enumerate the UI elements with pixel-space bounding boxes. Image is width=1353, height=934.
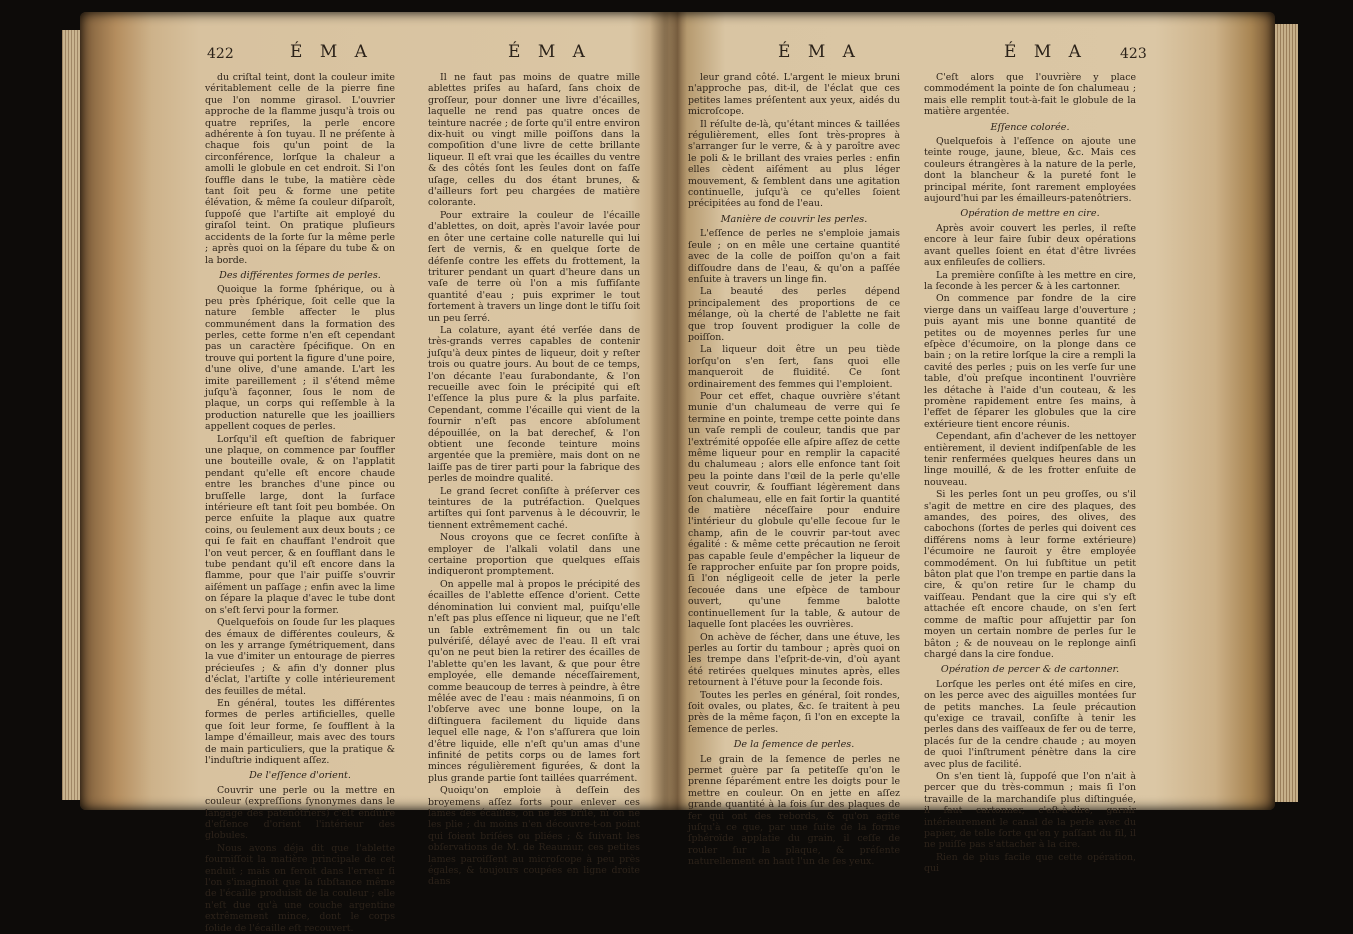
- paragraph: Cependant, afin d'achever de les nettoyer entièrement, il devient indiſpenſable de les tenir renfermées quelques heures dans un linge mouillé, & de les frotter enſuite de nouveau.: [924, 431, 1136, 488]
- paragraph: Quoique la forme ſphérique, ou à peu près ſphérique, ſoit celle que la nature ſemble affecter le plus communément dans la formation des perles, cette forme n'en eſt cependant pas un caractère ſpécifique. On en trouve qui portent la figure d'une poire, d'une olive, d'une amande. L'art les imite pareillement ; il s'étend même juſqu'à façonner, ſous le nom de plaque, un corps qui reſſemble à la production naturelle que les joailliers appellent coques de perles.: [205, 284, 395, 433]
- paragraph: L'eſſence de perles ne s'emploie jamais ſeule ; on en mêle une certaine quantité avec de la colle de poiſſon qu'on a fait diſſoudre dans de l'eau, & qu'on a paſſée enſuite à travers un linge fin.: [688, 228, 900, 285]
- paragraph: Couvrir une perle ou la mettre en couleur (expreſſions ſynonymes dans le langage des patenôtriers) c'eſt enduire d'eſſence d'orient l'intérieur des globules.: [205, 784, 395, 842]
- section-heading: Des différentes formes de perles.: [219, 269, 381, 281]
- right-page-number: 423: [1120, 46, 1147, 62]
- right-page-column-1: [688, 72, 900, 868]
- left-page-column-1: [205, 72, 395, 934]
- paragraph: Quoiqu'on emploie à deſſein des broyemens aſſez forts pour enlever ces lames des écailles, on ne les briſe, ni on ne les plie ; du moins n'en découvre-t-on point qui ſoient briſées ou pliées ; & ſuivant les obſervations de M. de Reaumur, ces petites lames paroiſſent au microſcope à peu près égales, & toujours coupées en ligne droite dans: [428, 785, 640, 888]
- section-heading: Manière de couvrir les perles.: [720, 213, 868, 225]
- paragraph: La beauté des perles dépend principalement des proportions de ce mélange, où la cherté de l'ablette ne fait que trop ſouvent prodiguer la colle de poiſſon.: [688, 286, 900, 343]
- paragraph: Nous avons déja dit que l'ablette fourniſſoit la matière principale de cet enduit ; mais on feroit dans l'erreur ſi l'on s'imaginoit que la ſubſtance même de l'écaille produisît de la couleur ; elle n'eſt due qu'à une couche argentine extrêmement mince, dont le corps ſolide de l'écaille eſt recouvert.: [205, 842, 395, 934]
- paragraph: Pour extraire la couleur de l'écaille d'ablettes, on doit, après l'avoir lavée pour en ôter une certaine colle naturelle qui lui ſert de vernis, & en quelque ſorte de défenſe contre les effets du frottement, la triturer pendant un quart d'heure dans un vaſe de terre où l'on a mis ſuffiſante quantité d'eau ; puis exprimer le tout fortement à travers un linge dont le tiſſu ſoit un peu ſerré.: [428, 209, 640, 324]
- paragraph: Nous croyons que ce ſecret conſiſte à employer de l'alkali volatil dans une certaine proportion que quelques eſſais indiqueront promptement.: [428, 532, 640, 578]
- paragraph: La colature, ayant été verſée dans de très-grands verres capables de contenir juſqu'à deux pintes de liqueur, doit y reſter trois ou quatre jours. Au bout de ce temps, l'on décante l'eau ſurabondante, & l'on recueille avec ſoin le précipité qui eſt l'eſſence la plus pure & la plus parfaite. Cependant, comme l'écaille qui vient de la fournir n'eſt pas encore abſolument dépouillée, on la bat derechef, & l'on obtient une ſeconde teinture moins argentée que la première, mais dont on ne laiſſe pas de tirer parti pour la fabrique des perles de moindre qualité.: [428, 324, 640, 485]
- paragraph: Lorſque les perles ont été miſes en cire, on les perce avec des aiguilles montées ſur de petits manches. La ſeule précaution qu'exige ce travail, conſiſte à tenir les perles dans des vaiſſeaux de fer ou de terre, placés ſur de la cendre chaude ; au moyen de quoi l'inſtrument pénètre dans la cire avec plus de facilité.: [924, 678, 1136, 770]
- right-page-header-right: É M A: [1004, 42, 1087, 62]
- paragraph: Si les perles ſont un peu groſſes, ou s'il s'agit de mettre en cire des plaques, des amandes, des poires, des olives, des cabochons (ſortes de perles qui doivent ces différens noms à leur forme extérieure) l'écumoire ne ſauroit y être employée commodément. On lui ſubſtitue un petit bâton plat que l'on trempe en partie dans la cire, & qu'on retire ſur le champ du vaiſſeau. Pendant que la cire qui s'y eſt attachée eſt encore chaude, on s'en ſert comme de maſtic pour aſſujettir par ſon moyen un certain nombre de perles ſur le bâton ; & de nouveau on le replonge ainſi chargé dans la cire fondue.: [924, 489, 1136, 660]
- paragraph: leur grand côté. L'argent le mieux bruni n'approche pas, dit-il, de l'éclat que ces petites lames préſentent aux yeux, aidés du microſcope.: [688, 72, 900, 118]
- paragraph: On achève de ſécher, dans une étuve, les perles au ſortir du tambour ; après quoi on les trempe dans l'eſprit-de-vin, d'où ayant été retirées quelques minutes après, elles retournent à l'étuve pour la ſeconde fois.: [688, 631, 900, 689]
- paragraph: Rien de plus facile que cette opération, qui: [924, 851, 1136, 875]
- section-heading: De l'eſſence d'orient.: [249, 770, 351, 782]
- paragraph: du criſtal teint, dont la couleur imite véritablement celle de la pierre fine que l'on nomme girasol. L'ouvrier approche de la flamme jusqu'à trois ou quatre repriſes, la perle encore adhérente à ſon tuyau. Il ne préſente à chaque fois qu'un point de la circonférence, lorſque la chaleur a amolli le globule en cet endroit. Si l'on ſouffle dans le tube, la matière cède tant ſoit peu & forme une petite élévation, & même ſa couleur diſparoît, ſuppoſé que l'artiſte ait employé du giraſol teint. On pratique pluſieurs accidents de la ſorte ſur la même perle ; après quoi on la ſépare du tube & on la borde.: [205, 72, 395, 266]
- paragraph: Le grand ſecret conſiſte à préſerver ces teintures de la putréfaction. Quelques artiſtes qui ſont parvenus à le découvrir, le tiennent extrêmement caché.: [428, 485, 640, 531]
- paragraph: On s'en tient là, ſuppoſé que l'on n'ait à percer que du très-commun ; mais ſi l'on travaille de la marchandiſe plus diſtinguée, il faut cartonner, c'eſt-à-dire, garnir intérieurement le canal de la perle avec du papier, de telle ſorte qu'en y paſſant du fil, il ne puiſſe pas s'attacher à la cire.: [924, 770, 1136, 851]
- left-page-header-left: É M A: [290, 42, 373, 62]
- section-heading: De la ſemence de perles.: [733, 739, 855, 751]
- paragraph: Quelquefois on ſoude ſur les plaques des émaux de différentes couleurs, & on les y arrange ſymétriquement, dans la vue d'imiter un entourage de pierres précieuſes ; & afin d'y donner plus d'éclat, l'artiſte y colle intérieurement des feuilles de métal.: [205, 617, 395, 697]
- paragraph: Pour cet effet, chaque ouvrière s'étant munie d'un chalumeau de verre qui ſe termine en pointe, trempe cette pointe dans un vaſe rempli de couleur, tandis que par l'extrémité oppoſée elle aſpire aſſez de cette même liqueur pour en remplir la capacité du chalumeau ; alors elle enfonce tant ſoit peu la pointe dans l'œil de la perle qu'elle veut couvrir, & ſouffiant légèrement dans ſon chalumeau, elle en fait ſortir la quantité de matière néceſſaire pour enduire l'intérieur du globule qu'elle ſecoue ſur le champ, afin de le couvrir par-tout avec égalité : & même cette précaution ne ſeroit pas capable ſeule d'empêcher la liqueur de ſe rapprocher enſuite par ſon propre poids, ſi l'on négligeoit celle de jeter la perle ſecouée dans une eſpèce de tambour ouvert, qu'une femme balotte continuellement ſur la table, & autour de laquelle ſont placées les ouvrières.: [688, 390, 900, 631]
- paragraph: En général, toutes les différentes formes de perles artificielles, quelle que ſoit leur forme, ſe ſoufflent à la lampe d'émailleur, mais avec des tours de main particuliers, que la pratique & l'induſtrie indiquent aſſez.: [205, 697, 395, 766]
- right-page-header-left: É M A: [778, 42, 861, 62]
- paragraph: On appelle mal à propos le précipité des écailles de l'ablette eſſence d'orient. Cette dénomination lui convient mal, puiſqu'elle n'eſt pas plus eſſence ni liqueur, que ne l'eſt un ſable extrêmement fin ou un talc pulvériſé, délayé avec de l'eau. Il eſt vrai qu'on ne peut bien la retirer des écailles de l'ablette qu'en les lavant, & que pour être employée, elle demande néceſſairement, comme beaucoup de terres à peindre, à être mêlée avec de l'eau : mais néanmoins, ſi on l'obſerve avec une bonne loupe, on la diſtinguera facilement du liquide dans lequel elle nage, & l'on s'aſſurera que loin d'être liquide, elle n'eſt qu'un amas d'une infinité de petits corps ou de lames fort minces régulièrement figurées, & dont la plus grande partie ſont taillées quarrément.: [428, 578, 640, 784]
- paragraph: La première conſiſte à les mettre en cire, la ſeconde à les percer & à les cartonner.: [924, 269, 1136, 292]
- paragraph: Il réſulte de-là, qu'étant minces & taillées régulièrement, elles ſont très-propres à s'arranger ſur le verre, & à y paroître avec le poli & le brillant des vraies perles : enfin elles cèdent aiſément au plus léger mouvement, & ſemblent dans une agitation continuelle, juſqu'à ce qu'elles ſoient précipitées au fond de l'eau.: [688, 118, 900, 210]
- section-heading: Opération de mettre en cire.: [960, 208, 1100, 220]
- paragraph: Après avoir couvert les perles, il reſte encore à leur faire ſubir deux opérations avant quelles ſoient en état d'être livrées aux enfileuſes de colliers.: [924, 222, 1136, 269]
- left-page-number: 422: [207, 46, 234, 62]
- section-heading: Opération de percer & de cartonner.: [940, 664, 1120, 676]
- right-page-column-2: [924, 72, 1136, 875]
- paragraph: La liqueur doit être un peu tiède lorſqu'on s'en ſert, ſans quoi elle manqueroit de fluidité. Ce ſont ordinairement des femmes qui l'emploient.: [688, 344, 900, 390]
- left-page-header-right: É M A: [508, 42, 591, 62]
- paragraph: Quelquefois à l'eſſence on ajoute une teinte rouge, jaune, bleue, &c. Mais ces couleurs étrangères à la nature de la perle, dont la blancheur & la pureté font le principal mérite, ſont rarement employées aujourd'hui par les émailleurs-patenôtriers.: [924, 136, 1136, 205]
- book-gutter: [650, 12, 682, 810]
- paragraph: Lorſqu'il eſt queſtion de fabriquer une plaque, on commence par ſouffler une bouteille ovale, & on l'applatit pendant qu'elle eſt encore chaude entre les branches d'une pince ou bruſſelle large, dont la ſurface intérieure eſt tant ſoit peu bombée. On perce enſuite la plaque aux quatre coins, ou ſeulement aux deux bouts ; ce qui ſe fait en chauffant l'endroit que l'on veut percer, & en ſoufflant dans le tube pendant qu'il eſt encore dans la flamme, pour que l'air puiſſe s'ouvrir aiſément un paſſage ; enfin avec la lime on ſépare la plaque d'avec le tube dont on s'eſt ſervi pour la former.: [205, 433, 395, 616]
- paragraph: On commence par fondre de la cire vierge dans un vaiſſeau large d'ouverture ; puis ayant mis une bonne quantité de petites ou de moyennes perles ſur une eſpèce d'écumoire, on la plonge dans ce bain ; on la retire lorſque la cire a rempli la cavité des perles ; puis on les verſe ſur une table, d'où preſque incontinent l'ouvrière les détache à l'aide d'un couteau, & les promène rapidement entre ſes mains, à l'effet de ſéparer les globules que la cire extérieure tient encore réunis.: [924, 293, 1136, 430]
- paragraph: Le grain de la ſemence de perles ne permet guère par ſa petiteſſe qu'on le prenne ſéparément entre les doigts pour le mettre en couleur. On en jette en aſſez grande quantité à la fois ſur des plaques de fer qui ont des rebords, & qu'on agite juſqu'à ce que, par une ſuite de la forme ſphéroïde applatie du grain, il ceſſe de rouler ſur la plaque, & préſente naturellement en haut l'un de ſes yeux.: [688, 753, 900, 868]
- paragraph: C'eſt alors que l'ouvrière y place commodément la pointe de ſon chalumeau ; mais elle remplit tout-à-fait le globule de la matière argentée.: [924, 72, 1136, 118]
- paragraph: Il ne faut pas moins de quatre mille ablettes priſes au haſard, ſans choix de groſſeur, pour donner une livre d'écailles, laquelle ne rend pas quatre onces de teinture nacrée ; de ſorte qu'il entre environ dix-huit ou vingt mille poiſſons dans la compoſition d'une livre de cette brillante liqueur. Il eſt vrai que les écailles du ventre & des côtés ſont les ſeules dont on faſſe uſage, celles du dos étant brunes, & d'ailleurs fort peu chargées de matière colorante.: [428, 72, 640, 209]
- paragraph: Toutes les perles en général, ſoit rondes, ſoit ovales, ou plates, &c. ſe traitent à peu près de la même façon, ſi l'on en excepte la ſemence de perles.: [688, 689, 900, 735]
- left-page-column-2: [428, 72, 640, 888]
- section-heading: Eſſence colorée.: [990, 121, 1070, 133]
